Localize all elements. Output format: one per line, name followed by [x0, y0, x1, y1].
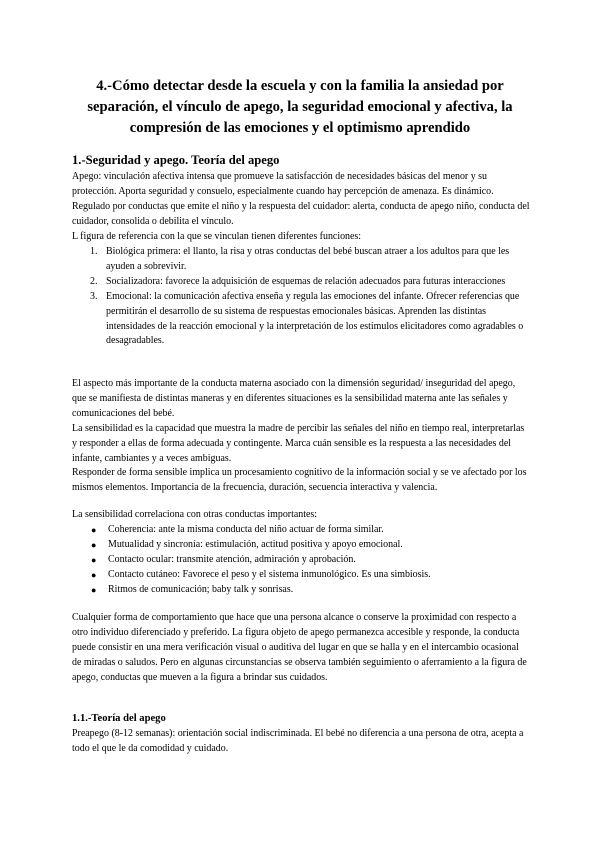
- paragraph-preapego: Preapego (8-12 semanas): orientación social indiscriminada. El bebé no diferencia a una persona de otra, acepta a todo el que le da comodidad y cuidado.: [72, 728, 524, 754]
- paragraph-functions-lead: L figura de referencia con la que se vinculan tienen diferentes funciones:: [72, 231, 362, 242]
- list-item-text: Mutualidad y sincronía: estimulación, actitud positiva y apoyo emocional.: [108, 538, 403, 550]
- list-item-text: Contacto ocular: transmite atención, admiración y aprobación.: [108, 553, 356, 565]
- list-item: [72, 275, 528, 290]
- section-heading-1: 1.-Seguridad y apego. Teoría del apego: [72, 153, 280, 167]
- bullet-icon: ●: [91, 525, 97, 535]
- paragraph-maternal-behavior: El aspecto más importante de la conducta materna asociado con la dimensión seguridad/ inseguridad del apego, que se manifiesta de distintas maneras y en diferentes situaciones es la sensibilidad materna ante las señales y comunicaciones del bebé.: [72, 378, 516, 419]
- section-heading-1-1: 1.1.-Teoría del apego: [72, 713, 166, 724]
- bullet-icon: ●: [91, 539, 97, 550]
- document-title: 4.-Cómo detectar desde la escuela y con la familia la ansiedad por separación, el vínculo de apego, la seguridad emocional y afectiva, la compresión de las emociones y el optimismo aprendido: [87, 78, 513, 136]
- bullet-icon: ●: [91, 584, 97, 595]
- list-item-text: Emocional: la comunicación afectiva enseña y regula las emociones del infante. Ofrecer referencias que permitirán el desarrollo de su sistema de respuestas emocionales básicas. Aprenden las distintas intensidades de la reacción emocional y la interpretación de los estímulos elicitadores como agradables o desagradables.: [106, 290, 524, 347]
- bullet-icon: ●: [91, 554, 97, 565]
- list-item: [72, 245, 528, 275]
- list-item-text: Contacto cutáneo: Favorece el peso y el sistema inmunológico. Es una simbiosis.: [108, 568, 431, 580]
- list-item-text: Coherencia: ante la misma conducta del niño actuar de forma similar.: [108, 524, 384, 535]
- paragraph-attachment-behavior: Cualquier forma de comportamiento que hace que una persona alcance o conserve la proximidad con respecto a otro individuo diferenciado y preferido. La figura objeto de apego permanezca accesible y responde, la conducta puede consistir en una mera verificación visual o auditiva del lugar en que se halla y en el intercambio ocasional de miradas o saludos. Pero en algunas circunstancias se observa también seguimiento o aferramiento a la figura de apego, conductas que mueven a la figura a brindar sus cuidados.: [72, 612, 527, 683]
- list-item-text: Ritmos de comunicación; baby talk y sonrisas.: [108, 583, 294, 595]
- paragraph-sensitive-response: Responder de forma sensible implica un procesamiento cognitivo de la información social y se ve afectado por los mismos elementos. Importancia de la frecuencia, duración, secuencia interactiva y valencia.: [72, 467, 527, 493]
- paragraph-apego-definition: Apego: vinculación afectiva intensa que promueve la satisfacción de necesidades básicas del menor y su protección. Aporta seguridad y consuelo, especialmente cuando hay percepción de amenaza. Es dinámico. Regulado por conductas que emite el niño y la respuesta del cuidador: alerta, conducta de apego niño, conducta del cuidador, consolida o debilita el vínculo.: [72, 171, 530, 227]
- list-number: 2.: [90, 275, 98, 287]
- functions-list: [72, 245, 528, 349]
- behaviors-list: [72, 523, 528, 598]
- list-item: [72, 583, 528, 598]
- paragraph-behaviors-lead: La sensibilidad correlaciona con otras conductas importantes:: [72, 509, 318, 520]
- list-number: 1.: [90, 246, 98, 257]
- list-item-text: Socializadora: favorece la adquisición de esquemas de relación adecuados para futuras interacciones: [106, 275, 506, 287]
- list-item: [72, 553, 528, 568]
- list-item: [72, 538, 528, 553]
- list-item: [72, 523, 528, 538]
- list-number: 3.: [90, 290, 98, 302]
- list-item-text: Biológica primera: el llanto, la risa y otras conductas del bebé buscan atraer a los adultos para que les ayuden a sobrevivir.: [106, 246, 510, 272]
- bullet-icon: ●: [91, 569, 97, 580]
- list-item: [72, 290, 528, 350]
- list-item: [72, 568, 528, 583]
- paragraph-sensitivity: La sensibilidad es la capacidad que muestra la madre de percibir las señales del niño en tiempo real, interpretarlas y responder a ellas de forma adecuada y contingente. Marca cuán sensible es la respuesta a las necesidades del infante, cambiantes y a veces ambiguas.: [72, 423, 525, 464]
